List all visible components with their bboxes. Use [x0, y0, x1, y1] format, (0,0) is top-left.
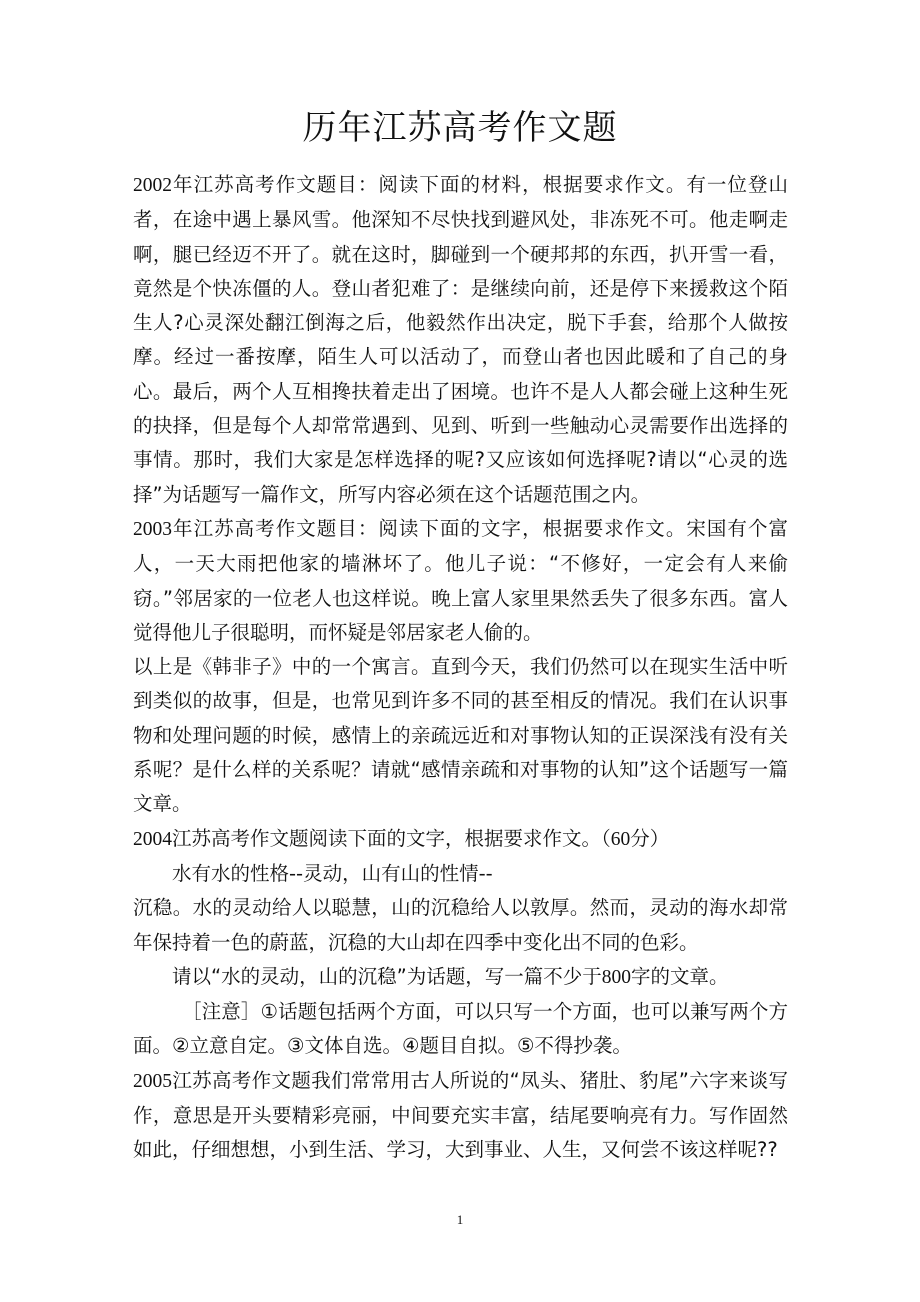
paragraph-text-end: 分） — [630, 826, 670, 850]
year-label: 2003 — [133, 518, 172, 540]
document-title: 历年江苏高考作文题 — [302, 108, 618, 148]
paragraph-topic-requirement — [133, 960, 788, 995]
paragraph-text: 年江苏高考作文题目：阅读下面的材料，根据要求作文。有一位登山者，在途中遇上暴风雪。他深知不尽快找到避风处，非冻死不可。他走啊走啊，腿已经迈不开了。就在这时，脚碰到一个硬邦邦的东西，扒开雪一看，竟然是个快冻僵的人。登山者犯难了：是继续向前，还是停下来援救这个陌生人?心灵深处翻江倒海之后，他毅然作出决定，脱下手套，给那个人做按摩。经过一番按摩，陌生人可以活动了，而登山者也因此暖和了自己的身心。最后，两个人互相搀扶着走出了困境。也许不是人人都会碰上这种生死的抉择，但是每个人却常常遇到、见到、听到一些触动心灵需要作出选择的事情。那时，我们大家是怎样选择的呢?又应该如何选择呢?请以“心灵的选择”为话题写一篇作文，所写内容必须在这个话题范围之内。 — [133, 173, 788, 506]
paragraph-2002 — [133, 168, 788, 512]
paragraph-text: 江苏高考作文题我们常常用古人所说的“凤头、猪肚、豹尾”六字来谈写作，意思是开头要精彩亮丽，中间要充实丰富，结尾要响亮有力。写作固然如此，仔细想想，小到生活、学习，大到事业、人生，又何尝不该这样呢?? — [133, 1068, 788, 1162]
year-label: 2005 — [133, 1070, 172, 1092]
paragraph-2005 — [133, 1064, 788, 1168]
paragraph-2004 — [133, 822, 788, 857]
paragraph-hanfeizi: 以上是《韩非子》中的一个寓言。直到今天，我们仍然可以在现实生活中听到类似的故事，但是，也常见到许多不同的甚至相反的情况。我们在认识事物和处理问题的时候，感情上的亲疏远近和对事物认知的正误深浅有没有关系呢？是什么样的关系呢？请就“感情亲疏和对事物的认知”这个话题写一篇文章。 — [133, 655, 788, 816]
page-number: 1 — [456, 1212, 464, 1227]
year-label: 2002 — [133, 175, 172, 196]
paragraph-text: 江苏高考作文题阅读下面的文字，根据要求作文。（ — [172, 826, 611, 850]
paragraph-text: 年江苏高考作文题目：阅读下面的文字，根据要求作文。宋国有个富人，一天大雨把他家的墙淋坏了。他儿子说：“不修好，一定会有人来偷窃。”邻居家的一位老人也这样说。晚上富人家里果然丢失了很多东西。富人觉得他儿子很聪明，而怀疑是邻居家老人偷的。 — [133, 516, 788, 644]
document-body — [133, 168, 788, 1168]
paragraph-text: 字的文章。 — [630, 964, 729, 988]
paragraph-water-mountain-cont: 沉稳。水的灵动给人以聪慧，山的沉稳给人以敦厚。然而，灵动的海水却常年保持着一色的蔚蓝，沉稳的大山却在四季中变化出不同的色彩。 — [133, 896, 788, 954]
paragraph-2003 — [133, 512, 788, 650]
word-count: 800 — [601, 966, 631, 988]
paragraph-text: 请以“水的灵动，山的沉稳”为话题，写一篇不少于 — [172, 964, 602, 988]
score-value: 60 — [610, 828, 631, 850]
paragraph-water-mountain: 水有水的性格--灵动，山有山的性情-- — [172, 861, 493, 885]
paragraph-notes: ［注意］①话题包括两个方面，可以只写一个方面，也可以兼写两个方面。②立意自定。③文体自选。④题目自拟。⑤不得抄袭。 — [133, 1000, 788, 1058]
year-label: 2004 — [133, 828, 172, 850]
